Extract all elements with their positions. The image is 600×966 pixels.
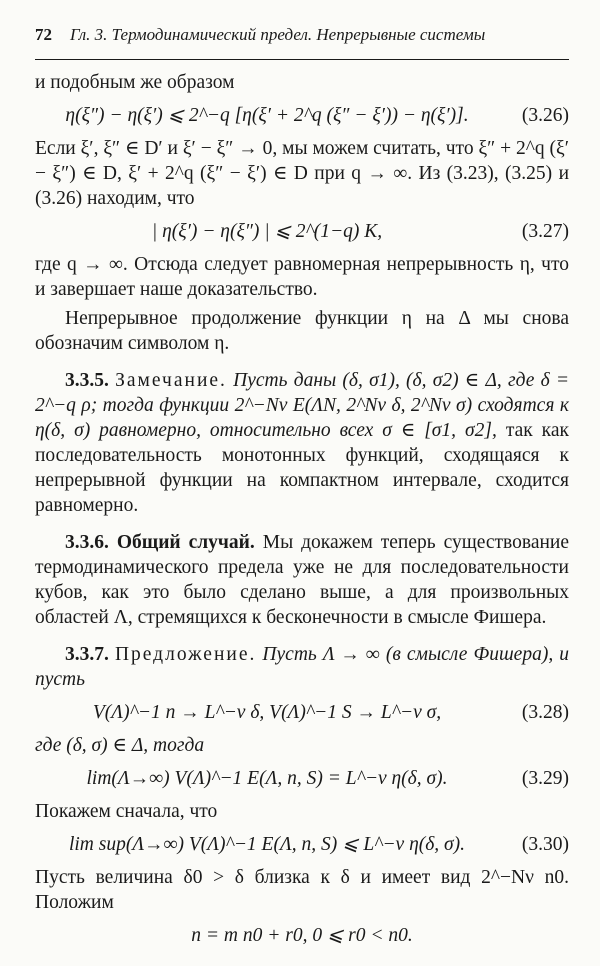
running-title: Гл. 3. Термодинамический предел. Непрерывные системы (70, 25, 486, 44)
equation-formula: n = m n0 + r0, 0 ⩽ r0 < n0. (191, 925, 413, 946)
proposition-3-3-7 (35, 642, 569, 692)
equation-number: (3.29) (521, 768, 569, 789)
equation-3-28 (35, 700, 569, 725)
remark-number: 3.3.5. (65, 370, 109, 391)
equation-3-29 (35, 766, 569, 791)
equation-formula: lim sup(Λ→∞) V(Λ)^−1 E(Λ, n, S) ⩽ L^−ν η(δ, σ). (68, 834, 466, 855)
section-number: 3.3.6. (65, 532, 109, 553)
equation-3-30 (35, 832, 569, 857)
remark-statement: Пусть даны (δ, σ1), (δ, σ2) ∈ Δ, где δ = 2^−q ρ; тогда функции 2^−Nν E(ΛN, 2^Nν δ, 2^Nν σ) сходятся к η(δ, σ) равномерно, относительно всех σ ∈ [σ1, σ2], (35, 370, 570, 441)
equation-number: (3.28) (521, 702, 569, 723)
paragraph-where: где q → ∞. Отсюда следует равномерная непрерывность η, что и завершает наше доказательство. (35, 254, 569, 300)
section-title: Общий случай. (116, 532, 255, 553)
section-3-3-6 (35, 530, 569, 630)
page-number: 72 (35, 25, 52, 44)
paragraph-if: Если ξ′, ξ″ ∈ D′ и ξ′ − ξ″ → 0, мы можем считать, что ξ″ + 2^q (ξ′ − ξ″) ∈ D, ξ′ + 2^q (ξ″ − ξ′) ∈ D при q → ∞. Из (3.23), (3.25) и (3.26) находим, что (35, 138, 569, 209)
remark-explanation: так как последовательность монотонных функций, сходящаяся к непрерывной функции на компактном интервале, сходится равномерно. (35, 420, 569, 516)
equation-formula: η(ξ″) − η(ξ′) ⩽ 2^−q [η(ξ′ + 2^q (ξ″ − ξ′)) − η(ξ′)]. (65, 105, 469, 126)
equation-3-26 (35, 103, 569, 128)
header-rule (35, 59, 569, 60)
equation-formula: lim(Λ→∞) V(Λ)^−1 E(Λ, n, S) = L^−ν η(δ, σ). (86, 768, 448, 789)
equation-3-27 (35, 219, 569, 244)
page (35, 22, 569, 956)
proposition-text: Пусть Λ → ∞ (в смысле Фишера), и пусть (35, 644, 569, 690)
proposition-label: Предложение. (114, 644, 257, 665)
remark-label: Замечание. (115, 370, 227, 391)
paragraph-where-2: где (δ, σ) ∈ Δ, тогда (35, 735, 205, 756)
equation-formula: V(Λ)^−1 n → L^−ν δ, V(Λ)^−1 S → L^−ν σ, (92, 702, 442, 723)
paragraph-intro: и подобным же образом (35, 72, 235, 93)
equation-number: (3.26) (521, 105, 569, 126)
paragraph-show: Покажем сначала, что (35, 801, 218, 822)
equation-last (35, 923, 569, 948)
equation-formula: | η(ξ′) − η(ξ″) | ⩽ 2^(1−q) K, (151, 221, 383, 242)
section-text: Мы докажем теперь существование термодинамического предела уже не для последовательности кубов, как это было сделано выше, а для произвольных областей Λ, стремящихся к бесконечности в смысле Фишера. (35, 532, 570, 628)
equation-number: (3.27) (521, 221, 569, 242)
proposition-number: 3.3.7. (65, 644, 109, 665)
remark-3-3-5 (35, 368, 569, 518)
paragraph-continuation: Непрерывное продолжение функции η на Δ мы снова обозначим символом η. (35, 308, 569, 354)
paragraph-let: Пусть величина δ0 > δ близка к δ и имеет вид 2^−Nν n0. Положим (35, 867, 569, 913)
equation-number: (3.30) (521, 834, 569, 855)
running-header (35, 22, 569, 47)
